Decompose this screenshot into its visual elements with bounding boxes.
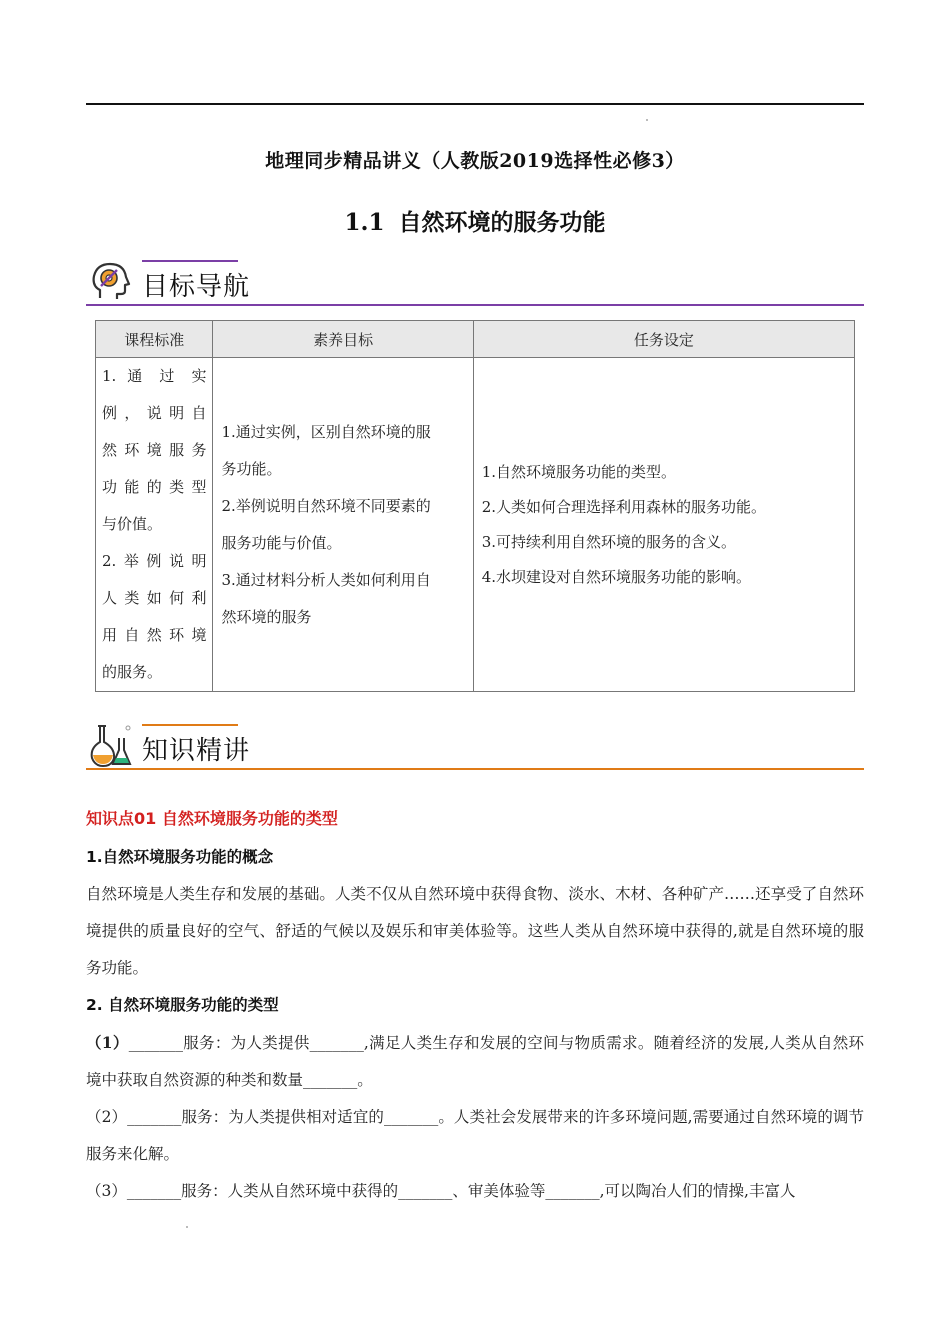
- list-item-regulation: （2）_______服务：为人类提供相对适宜的_______。人类社会发展带来的许多环境问题,需要通过自然环境的调节服务来化解。: [86, 1108, 864, 1163]
- text-line: 用自然环境: [102, 626, 207, 644]
- text-line: 服务功能与价值。: [221, 533, 342, 552]
- header-literacy-goals: 素养目标: [213, 321, 473, 358]
- text-line: 与价值。: [102, 515, 163, 533]
- paragraph-concept: 自然环境是人类生存和发展的基础。人类不仅从自然环境中获得食物、淡水、木材、各种矿产……还享受了自然环境提供的质量良好的空气、舒适的气候以及娱乐和审美体验等。这些人类从自然环境中获得的,就是自然环境的服务功能。: [86, 885, 864, 977]
- text-line: 2.人类如何合理选择利用森林的服务功能。: [481, 497, 767, 516]
- list-item-provision: [86, 1024, 864, 1099]
- document-title: 地理同步精品讲义（人教版2019选择性必修3）: [265, 150, 685, 172]
- text-line: 功能的类型: [102, 478, 207, 496]
- item-text: _______服务：为人类提供_______,满足人类生存和发展的空间与物质需求。随着经济的发展,人类从自然环境中获取自然资源的种类和数量_______。: [86, 1034, 864, 1089]
- literacy-goals-cell: [213, 358, 473, 692]
- text-line: 4.水坝建设对自然环境服务功能的影响。: [481, 567, 752, 586]
- text-line: 2.举例说明自然环境不同要素的: [221, 496, 431, 515]
- text-line: 然环境服务: [102, 441, 207, 459]
- text-line: 1.自然环境服务功能的类型。: [481, 462, 677, 481]
- header-course-standard: 课程标准: [96, 321, 213, 358]
- text-line: 2.举例说明: [102, 552, 207, 570]
- text-line: 3.通过材料分析人类如何利用自: [221, 570, 431, 589]
- subheading-concept: 1.自然环境服务功能的概念: [86, 848, 274, 866]
- text-line: 1. 通 过 实: [102, 367, 207, 385]
- text-line: 然环境的服务: [221, 607, 312, 626]
- flask-icon: [86, 722, 134, 770]
- goal-table: [95, 320, 855, 692]
- text-line: 1.通过实例，区别自然环境的服: [221, 422, 431, 441]
- header-task-setting: 任务设定: [473, 321, 854, 358]
- list-item-cultural: （3）_______服务：人类从自然环境中获得的_______、审美体验等_______,可以陶冶人们的情操,丰富人: [86, 1182, 796, 1200]
- section-goal-header: [86, 258, 864, 306]
- task-setting-cell: [473, 358, 854, 692]
- goal-table-header-row: [96, 321, 855, 358]
- section-goal-label: 目标导航: [142, 272, 251, 302]
- speck: [646, 119, 648, 121]
- text-line: 3.可持续利用自然环境的服务的含义。: [481, 532, 737, 551]
- section-knowledge-rule: [86, 768, 864, 770]
- speck: [186, 1226, 188, 1228]
- section-goal-rule: [86, 304, 864, 306]
- head-gear-icon: [86, 258, 134, 306]
- text-line: 的服务。: [102, 663, 163, 681]
- lesson-name: 自然环境的服务功能: [398, 209, 606, 236]
- section-goal-overline: [142, 260, 238, 262]
- knowledge-point-title: 知识点01 自然环境服务功能的类型: [86, 809, 338, 828]
- goal-table-row: [96, 358, 855, 692]
- subheading-types: 2. 自然环境服务功能的类型: [86, 996, 279, 1014]
- course-standard-cell: [96, 358, 213, 692]
- lesson-number: 1.1: [344, 209, 385, 236]
- section-knowledge-header: [86, 722, 864, 770]
- lesson-title: [0, 204, 950, 237]
- text-line: 务功能。: [221, 459, 282, 478]
- item-number: （1）: [86, 1033, 129, 1052]
- text-line: 人类如何利: [102, 589, 207, 607]
- header-rule: [86, 103, 864, 105]
- section-knowledge-label: 知识精讲: [142, 736, 251, 766]
- section-knowledge-overline: [142, 724, 238, 726]
- knowledge-body: [86, 839, 864, 1210]
- text-line: 例，说明自: [102, 404, 207, 422]
